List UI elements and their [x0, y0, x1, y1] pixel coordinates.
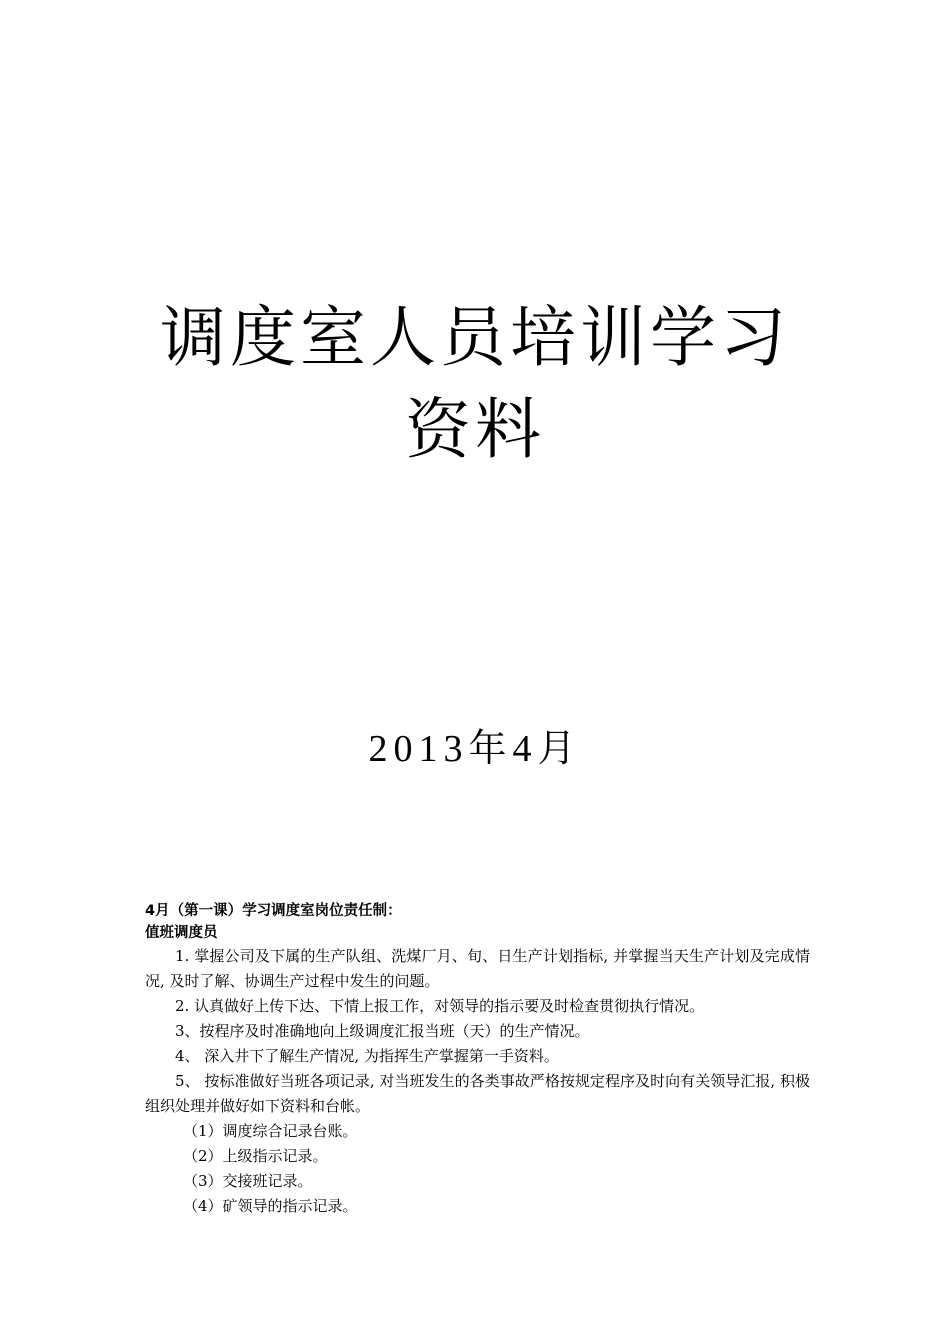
duty-item-4: 4、 深入井下了解生产情况, 为指挥生产掌握第一手资料。	[175, 1047, 559, 1065]
duty-item-5: 5、 按标准做好当班各项记录, 对当班发生的各类事故严格按规定程序及时向有关领导汇报, 积极组织处理并做好如下资料和台帐。	[145, 1072, 810, 1115]
duty-item-3: 3、按程序及时准确地向上级调度汇报当班（天）的生产情况。	[175, 1022, 590, 1040]
cover-title-line-2: 资料	[405, 391, 545, 468]
duty-item-1: 1. 掌握公司及下属的生产队组、洗煤厂月、旬、日生产计划指标, 并掌握当天生产计划及完成情况, 及时了解、协调生产过程中发生的问题。	[145, 947, 810, 990]
cover-title-line-1: 调度室人员培训学习	[160, 299, 790, 376]
record-item-1: （1）调度综合记录台账。	[183, 1122, 358, 1140]
record-item-4: （4）矿领导的指示记录。	[183, 1197, 358, 1215]
cover-title	[0, 292, 950, 476]
record-item-3: （3）交接班记录。	[183, 1172, 313, 1190]
lesson-subheading: 值班调度员	[145, 925, 218, 941]
record-item-2: （2）上级指示记录。	[183, 1147, 328, 1165]
cover-date: 2013年4月	[368, 728, 582, 770]
lesson-heading: 4月（第一课）学习调度室岗位责任制：	[145, 903, 402, 919]
lesson-body	[145, 900, 810, 1219]
duty-item-2: 2. 认真做好上传下达、下情上报工作，对领导的指示要及时检查贯彻执行情况。	[175, 997, 705, 1015]
